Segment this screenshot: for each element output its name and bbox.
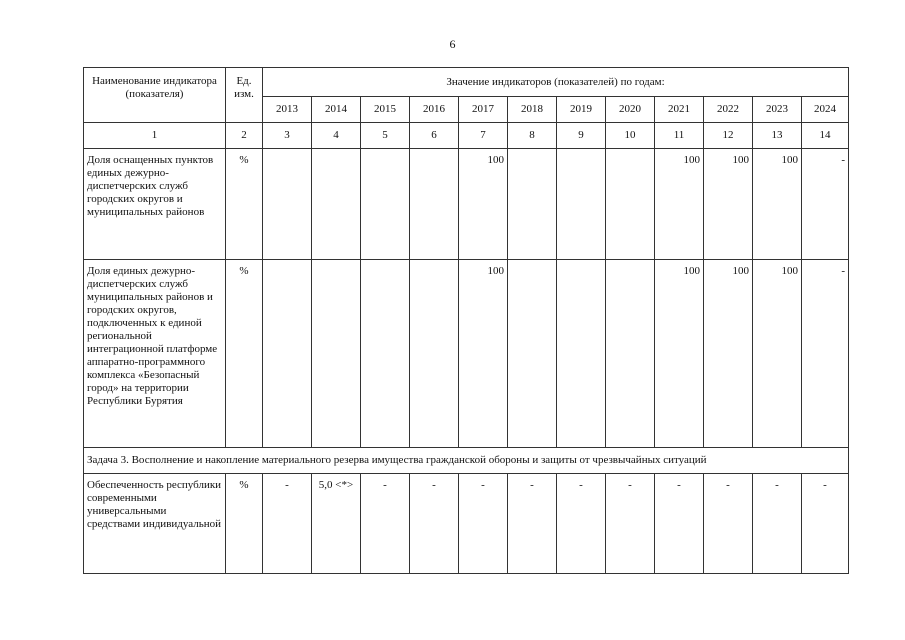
indicator-value: -	[753, 474, 802, 574]
indicator-unit: %	[226, 149, 263, 260]
indicator-value: 100	[753, 149, 802, 260]
column-number: 12	[704, 123, 753, 149]
year-header: 2023	[753, 97, 802, 123]
column-number: 9	[557, 123, 606, 149]
column-number: 4	[312, 123, 361, 149]
indicator-name: Доля оснащенных пунктов единых дежурно-диспетчерских служб городских округов и муниципальных районов	[84, 149, 226, 260]
indicator-value	[361, 260, 410, 448]
indicator-value: -	[802, 260, 849, 448]
indicator-value	[312, 260, 361, 448]
indicator-unit: %	[226, 260, 263, 448]
header-values: Значение индикаторов (показателей) по годам:	[263, 68, 849, 97]
column-number: 10	[606, 123, 655, 149]
indicator-name: Доля единых дежурно-диспетчерских служб муниципальных районов и городских округов, подключенных к единой региональной интеграционной платформе аппаратно-программного комплекса «Безопасный город» на территории Республики Бурятия	[84, 260, 226, 448]
year-header: 2013	[263, 97, 312, 123]
column-number: 6	[410, 123, 459, 149]
indicator-value: -	[361, 474, 410, 574]
indicator-value	[312, 149, 361, 260]
header-name: Наименование индикатора (показателя)	[84, 68, 226, 123]
column-number: 14	[802, 123, 849, 149]
header-row	[84, 68, 849, 97]
indicator-value: -	[704, 474, 753, 574]
indicator-value: -	[802, 474, 849, 574]
indicator-value	[410, 149, 459, 260]
indicator-value: 100	[655, 149, 704, 260]
indicator-value: 5,0 <*>	[312, 474, 361, 574]
indicator-value	[263, 260, 312, 448]
year-header: 2024	[802, 97, 849, 123]
indicator-unit: %	[226, 474, 263, 574]
column-number: 8	[508, 123, 557, 149]
year-header: 2016	[410, 97, 459, 123]
indicator-value: 100	[459, 260, 508, 448]
indicator-value	[410, 260, 459, 448]
indicator-value	[606, 149, 655, 260]
indicator-value	[263, 149, 312, 260]
indicator-name: Обеспеченность республики современными универсальными средствами индивидуальной	[84, 474, 226, 574]
indicator-value	[606, 260, 655, 448]
indicator-value: 100	[704, 260, 753, 448]
table-row	[84, 149, 849, 260]
indicator-value: -	[802, 149, 849, 260]
indicators-table	[83, 67, 849, 574]
column-number: 3	[263, 123, 312, 149]
indicator-value: 100	[753, 260, 802, 448]
column-numbers-row	[84, 123, 849, 149]
indicator-value	[508, 260, 557, 448]
column-number: 1	[84, 123, 226, 149]
indicator-value: 100	[704, 149, 753, 260]
year-header: 2021	[655, 97, 704, 123]
indicator-value: -	[655, 474, 704, 574]
table-row	[84, 260, 849, 448]
indicator-value: 100	[655, 260, 704, 448]
task-title: Задача 3. Восполнение и накопление материального резерва имущества гражданской обороны и защиты от чрезвычайных ситуаций	[84, 448, 849, 474]
year-header: 2020	[606, 97, 655, 123]
column-number: 5	[361, 123, 410, 149]
indicator-value: -	[459, 474, 508, 574]
year-header: 2018	[508, 97, 557, 123]
indicator-value: -	[508, 474, 557, 574]
column-number: 2	[226, 123, 263, 149]
column-number: 7	[459, 123, 508, 149]
task-row	[84, 448, 849, 474]
year-header: 2019	[557, 97, 606, 123]
table-row	[84, 474, 849, 574]
indicator-value: -	[263, 474, 312, 574]
indicator-value: -	[557, 474, 606, 574]
year-header: 2015	[361, 97, 410, 123]
year-header: 2017	[459, 97, 508, 123]
header-unit: Ед. изм.	[226, 68, 263, 123]
indicator-value: 100	[459, 149, 508, 260]
indicator-value	[508, 149, 557, 260]
indicator-value: -	[606, 474, 655, 574]
year-header: 2022	[704, 97, 753, 123]
indicator-value: -	[410, 474, 459, 574]
indicator-value	[557, 260, 606, 448]
column-number: 13	[753, 123, 802, 149]
year-header: 2014	[312, 97, 361, 123]
indicator-value	[557, 149, 606, 260]
page-number: 6	[449, 37, 456, 51]
indicator-value	[361, 149, 410, 260]
column-number: 11	[655, 123, 704, 149]
